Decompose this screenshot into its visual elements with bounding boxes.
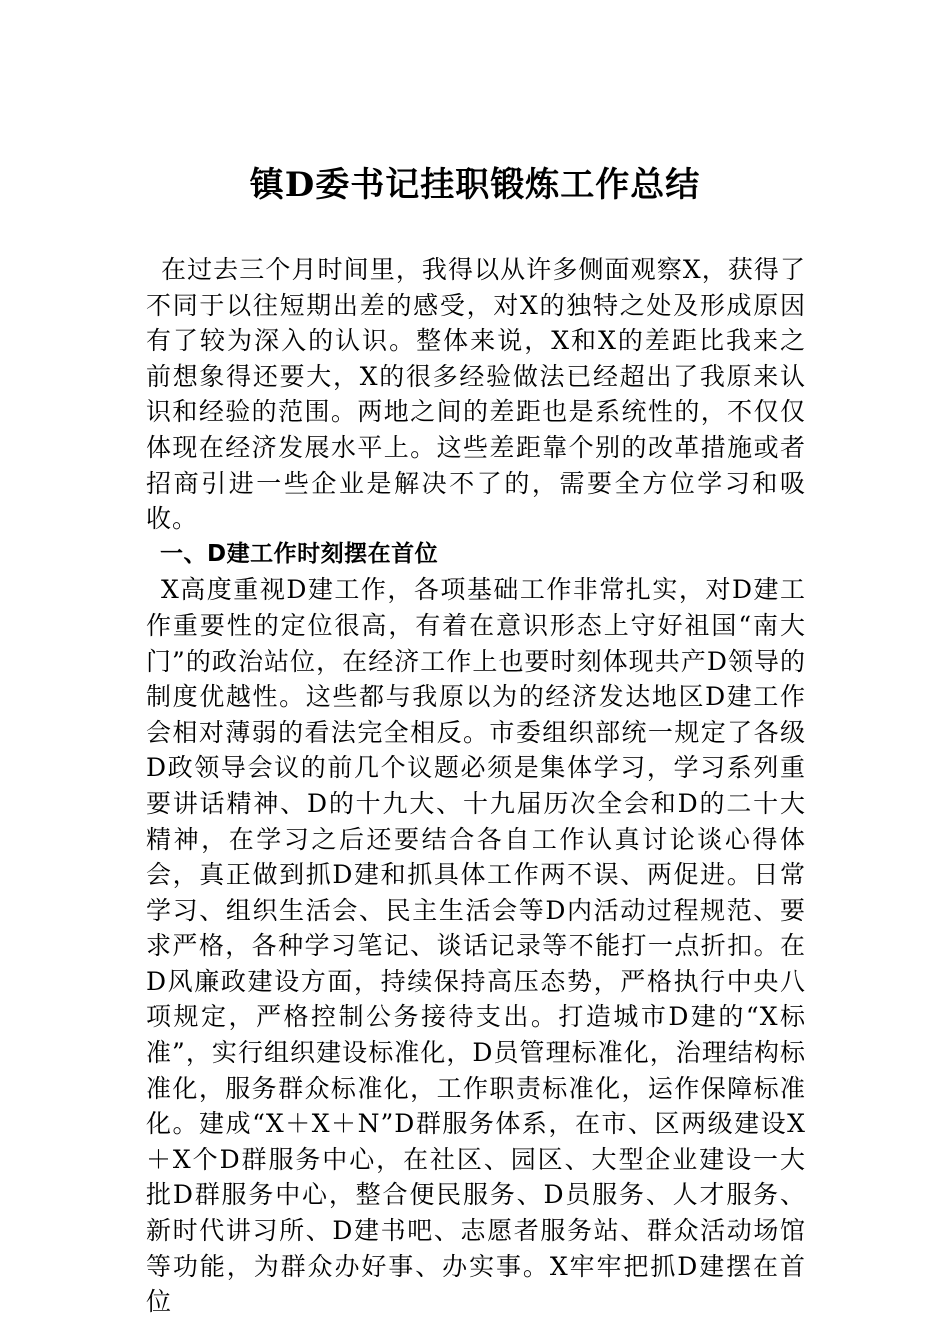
intro-paragraph: 在过去三个月时间里，我得以从许多侧面观察X，获得了不同于以往短期出差的感受，对X的独特之处及形成原因有了较为深入的认识。整体来说，X和X的差距比我来之前想象得还要大，X的很多经验做法已经超出了我原来认识和经验的范围。两地之间的差距也是系统性的，不仅仅体现在经济发展水平上。这些差距靠个别的改革措施或者招商引进一些企业是解决不了的，需要全方位学习和吸收。 <box>146 255 806 534</box>
document-title: 镇D委书记挂职锻炼工作总结 <box>249 165 701 205</box>
document-body <box>146 252 806 1320</box>
section-paragraph: X高度重视D建工作，各项基础工作非常扎实，对D建工作重要性的定位很高，有着在意识形态上守好祖国“南大门”的政治站位，在经济工作上也要时刻体现共产D领导的制度优越性。这些都与我原以为的经济发达地区D建工作会相对薄弱的看法完全相反。市委组织部统一规定了各级D政领导会议的前几个议题必须是集体学习，学习系列重要讲话精神、D的十九大、十九届历次全会和D的二十大精神，在学习之后还要结合各自工作认真讨论谈心得体会，真正做到抓D建和抓具体工作两不误、两促进。日常学习、组织生活会、民主生活会等D内活动过程规范、要求严格，各种学习笔记、谈话记录等不能打一点折扣。在D风廉政建设方面，持续保持高压态势，严格执行中央八项规定，严格控制公务接待支出。打造城市D建的“X标准”，实行组织建设标准化，D员管理标准化，治理结构标准化，服务群众标准化，工作职责标准化，运作保障标准化。建成“X＋X＋N”D群服务体系，在市、区两级建设X＋X个D群服务中心，在社区、园区、大型企业建设一大批D群服务中心，整合便民服务、D员服务、人才服务、新时代讲习所、D建书吧、志愿者服务站、群众活动场馆等功能，为群众办好事、办实事。X牢牢把抓D建摆在首位 <box>146 575 806 1317</box>
section-heading: 一、D建工作时刻摆在首位 <box>160 540 439 567</box>
